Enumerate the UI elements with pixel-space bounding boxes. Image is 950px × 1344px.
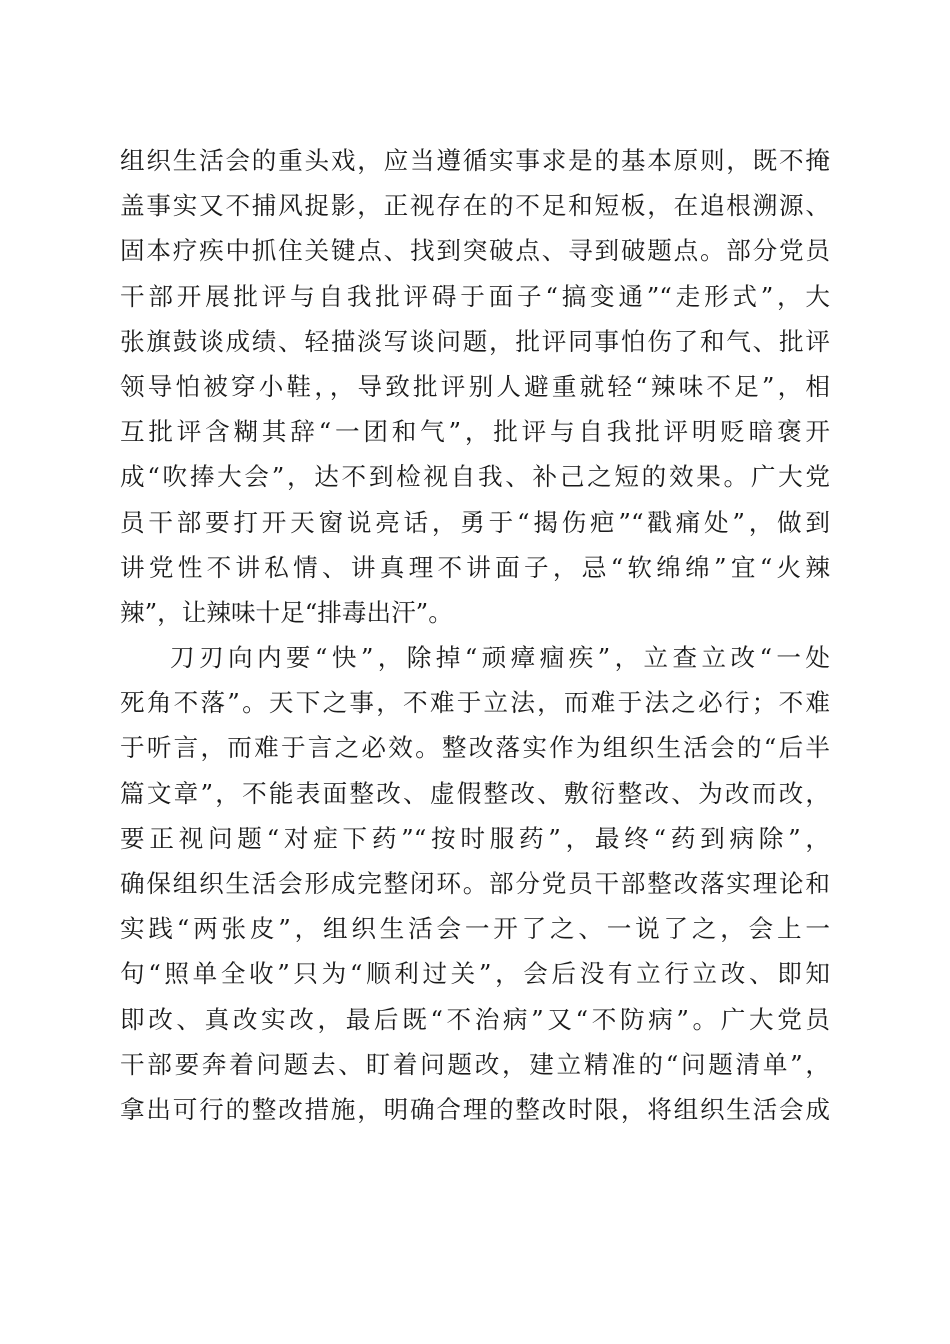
text-line: 辣”，让辣味十足“排毒出汗”。 [120,597,453,627]
text-line: 盖事实又不捕风捉影，正视存在的不足和短板，在追根溯源、 [120,191,830,221]
text-line: 干部要奔着问题去、盯着问题改，建立精准的“问题清单”， [120,1049,830,1079]
text-line: 死角不落”。天下之事，不难于立法，而难于法之必行；不难 [120,688,830,718]
text-line: 互批评含糊其辞“一团和气”，批评与自我批评明贬暗褒开 [120,417,830,447]
document-body [120,138,830,1132]
text-line: 组织生活会的重头戏，应当遵循实事求是的基本原则，既不掩 [120,146,830,175]
paragraph-2 [120,635,830,1132]
text-line: 要正视问题“对症下药”“按时服药”，最终“药到病除”， [120,823,830,853]
text-line: 张旗鼓谈成绩、轻描淡写谈问题，批评同事怕伤了和气、批评 [120,326,830,356]
text-line: 拿出可行的整改措施，明确合理的整改时限，将组织生活会成 [120,1094,830,1124]
text-line: 即改、真改实改，最后既“不治病”又“不防病”。广大党员 [120,1004,830,1034]
text-line: 句“照单全收”只为“顺利过关”，会后没有立行立改、即知 [120,959,830,989]
text-line: 领导怕被穿小鞋，，导致批评别人避重就轻“辣味不足”，相 [120,371,830,401]
paragraph-1 [120,138,830,635]
text-line: 实践“两张皮”，组织生活会一开了之、一说了之，会上一 [120,914,830,944]
text-line: 员干部要打开天窗说亮话，勇于“揭伤疤”“戳痛处”，做到 [120,507,830,537]
text-line: 成“吹捧大会”，达不到检视自我、补己之短的效果。广大党 [120,462,830,492]
text-line: 于听言，而难于言之必效。整改落实作为组织生活会的“后半 [120,733,830,763]
text-line: 确保组织生活会形成完整闭环。部分党员干部整改落实理论和 [120,869,830,898]
text-line: 刀刃向内要“快”，除掉“顽瘴痼疾”，立查立改“一处 [170,643,830,673]
text-line: 固本疗疾中抓住关键点、找到突破点、寻到破题点。部分党员 [120,236,830,266]
text-line: 篇文章”，不能表面整改、虚假整改、敷衍整改、为改而改， [120,778,830,808]
text-line: 讲党性不讲私情、讲真理不讲面子，忌“软绵绵”宜“火辣 [120,552,830,582]
text-line: 干部开展批评与自我批评碍于面子“搞变通”“走形式”，大 [120,281,830,311]
